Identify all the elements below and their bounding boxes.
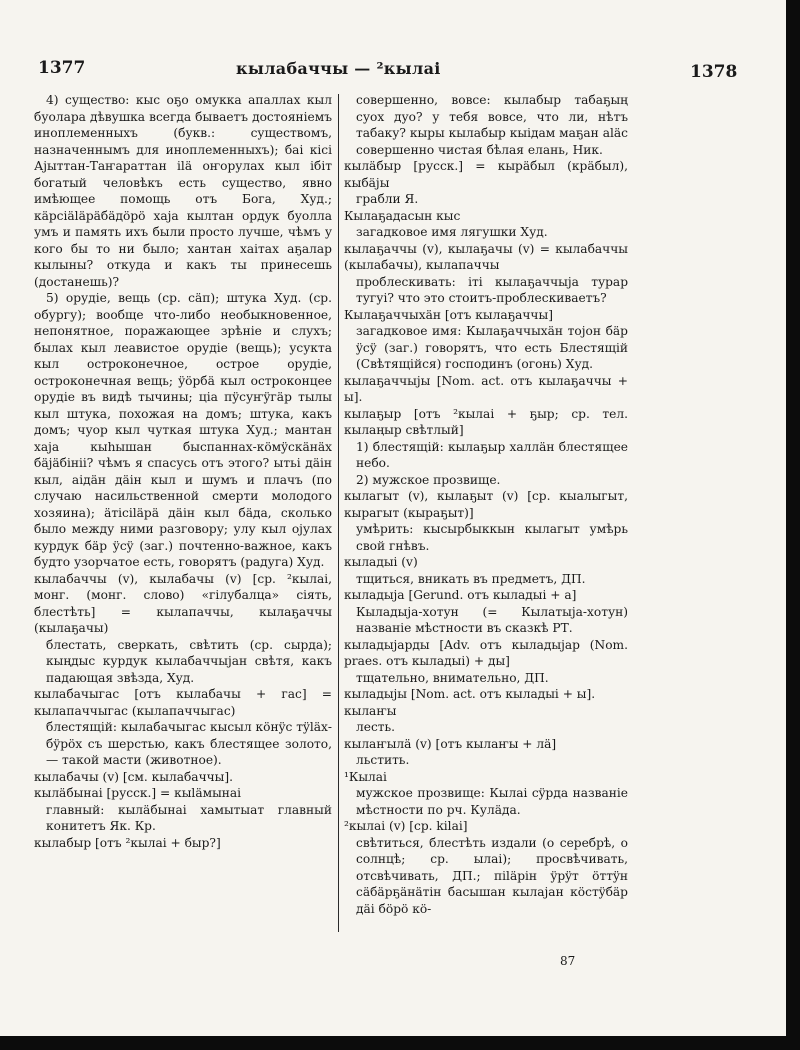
- dictionary-headword: кылäбынаі [русск.] = кыläмынаі: [34, 786, 242, 800]
- dictionary-paragraph: мужское прозвище: Кылаі сÿрда названіе мѣстности по рч. Кулäда.: [356, 786, 628, 817]
- dictionary-headword: кыладыjа [Gerund. отъ кыладыі + а]: [344, 588, 577, 602]
- dictionary-headword: кылаҥылä (v) [отъ кылаҥы + лä]: [344, 736, 557, 751]
- dictionary-paragraph: 5) орудіе, вещь (ср. сäп); штука Худ. (ср. обургу); вообще что-либо необыкновенное, непонятное, поражающее зрѣніе и слухъ; былах кыл леавистое орудіе (вещь); усукта кыл остроконечное, острое орудіе, остроконечная вещь; ÿöрбä кыл остроконцее орудіе въ видѣ тычины; ціа пÿсуҥÿгäр тылы кыл штука, похожая на домъ; штука, какъ домъ; чуор кыл чуткая штука Худ.; мантан хаjа кыhышан быспаннах-кöмÿскäнäх бäjäбініі? чѣмъ я спасусь отъ этого? ытьі дäiн кыл, аiдäн дäiн кыл и шумъ и плачъ (по случаю насильственной смерти молодого хозяина); äтісіläрä дäiн кыл бäда, сколько было между ними разговору; улу кыл оjулах курдук бäр ÿсÿ (заг.) почтенно-важное, какъ будто узорчатое есть, говорятъ (радуга) Худ.: [34, 291, 332, 569]
- dictionary-paragraph: совершенно, вовсе: кылабыр табаҕың суох дуо? у тебя вовсе, что ли, нѣтъ табаку? кыры кылабыр кыiдам маҕан аläс совершенно чистая бѣлая елань, Ник.: [356, 93, 628, 157]
- dictionary-headword: кылагыт (v), кылаҕыт (v) [ср. кыалыгыт, кырагыт (кыраҕыт)]: [344, 489, 628, 520]
- dictionary-headword: Кылаҕадасын кыс: [344, 208, 461, 223]
- dictionary-paragraph: главный: кылäбынаі хамытыат главный конитетъ Як. Кр.: [46, 802, 332, 833]
- dictionary-paragraph: блестящій: кылабачыгас кысыл кöнÿс тÿläх-бÿрöх съ шерстью, какъ блестящее золото, — такой масти (животное).: [46, 720, 332, 767]
- dictionary-paragraph: тщиться, вникать въ предметъ, ДП.: [356, 571, 586, 586]
- dictionary-headword: ²кылаі (v) [ср. kilai]: [344, 819, 468, 833]
- scan-edge-bottom: [0, 1036, 800, 1050]
- dictionary-paragraph: 2) мужское прозвище.: [356, 472, 501, 487]
- dictionary-paragraph: блестать, сверкать, свѣтить (ср. сырда); кыңдыс курдук кылабаччыjан свѣтя, какъ падающая звѣзда, Худ.: [46, 637, 332, 685]
- dictionary-paragraph: 4) существо: кыс оҕо омукка апаллах кыл буолара дѣвушка всегда бываетъ достояніемъ иноплеменныхъ (букв.: существомъ, назначеннымъ для иноплеменныхъ); баі кісі Аjыттан-Таҥараттан ilä оҥорулах кыл ібіт богатый человѣкъ есть существо, явно имѣющее помощь отъ Бога, Худ.; кäрсіäläрäбäдöрö хаjа кылтан ордук буолла умъ и память ихъ были просто лучше, чѣмъ у кого бы то ни было; хантан хаітах аҕалар кылыны? откуда и какъ ты принесешь (достанешь)?: [34, 93, 332, 289]
- page-number-left: 1377: [38, 58, 86, 78]
- dictionary-headword: кылабачы (v) [см. кылабаччы].: [34, 769, 234, 784]
- dictionary-headword: ¹Кылаі: [344, 769, 387, 784]
- dictionary-headword: кыладыjарды [Adv. отъ кыладыjар (Nom. praes. отъ кыладыі) + ды]: [344, 637, 628, 668]
- page-header: [0, 58, 786, 82]
- signature-mark: 87: [560, 954, 576, 968]
- dictionary-headword: кыладыjы [Nom. act. отъ кыладыі + ы].: [344, 687, 596, 701]
- dictionary-headword: кылäбыр [русск.] = кырäбыл (крäбыл), кыбäjы: [344, 159, 628, 190]
- dictionary-paragraph: льстить.: [356, 753, 410, 767]
- dictionary-headword: кылабачыгас [отъ кылабачы + гас] = кылапаччыгас (кылапаччыгас): [34, 687, 332, 718]
- dictionary-headword: Кылаҕаччыхäн [отъ кылаҕаччы]: [344, 307, 553, 322]
- dictionary-paragraph: лесть.: [356, 720, 396, 734]
- dictionary-paragraph: тщательно, внимательно, ДП.: [356, 670, 549, 685]
- running-head: кылабаччы — ²кылаі: [236, 59, 441, 78]
- dictionary-paragraph: 1) блестящій: кылаҕыр халлäн блестящее небо.: [356, 439, 628, 470]
- dictionary-paragraph: свѣтиться, блестѣть издали (о серебрѣ, о солнцѣ; ср. ылаі); просвѣчивать, отсвѣчивать, ДП.; піläрін ÿрÿт öттÿн сäбäрҕäнäтін басышан кылаjан кöстÿбäр дäі бöрö кö-: [356, 835, 628, 916]
- dictionary-paragraph: загадковое имя: Кылаҕаччыхäн тоjон бäр ÿсÿ (заг.) говорятъ, что есть Блестящій (Свѣтящійся) господинъ (огонь) Худ.: [356, 324, 628, 371]
- page-number-right: 1378: [690, 62, 738, 82]
- left-column: [34, 92, 332, 851]
- dictionary-paragraph: проблескивать: іті кылаҕаччыjа турар тугуі? что это стоитъ-проблескиваетъ?: [356, 274, 628, 305]
- dictionary-headword: кылабаччы (v), кылабачы (v) [ср. ²кылаі, монг. (монг. слово) «гілубалца» сіять, блестѣть] = кылапаччы, кылаҕаччы (кылаҕачы): [34, 571, 332, 635]
- column-divider: [338, 94, 339, 932]
- dictionary-headword: кылаҕаччы (v), кылаҕачы (v) = кылабаччы (кылабачы), кылапаччы: [344, 241, 628, 272]
- dictionary-paragraph: Кыладыjа-хотун (= Кылатыjа-хотун) названіе мѣстности въ сказкѣ РТ.: [356, 604, 628, 635]
- dictionary-headword: кылаҕыр [отъ ²кылаі + ҕыр; ср. тел. кылаңыр свѣтлый]: [344, 406, 628, 437]
- scan-edge-right: [786, 0, 800, 1050]
- dictionary-paragraph: грабли Я.: [356, 192, 419, 206]
- dictionary-headword: кылаҥы: [344, 703, 397, 718]
- dictionary-headword: кыладыі (v): [344, 555, 418, 569]
- right-column: [344, 92, 628, 917]
- dictionary-headword: кылаҕаччыjы [Nom. act. отъ кылаҕаччы + ы].: [344, 373, 628, 404]
- dictionary-headword: кылабыр [отъ ²кылаі + быр?]: [34, 835, 221, 850]
- dictionary-paragraph: загадковое имя лягушки Худ.: [356, 225, 548, 239]
- dictionary-paragraph: умѣрить: кысырбыккын кылагыт умѣрь свой гнѣвъ.: [356, 522, 628, 553]
